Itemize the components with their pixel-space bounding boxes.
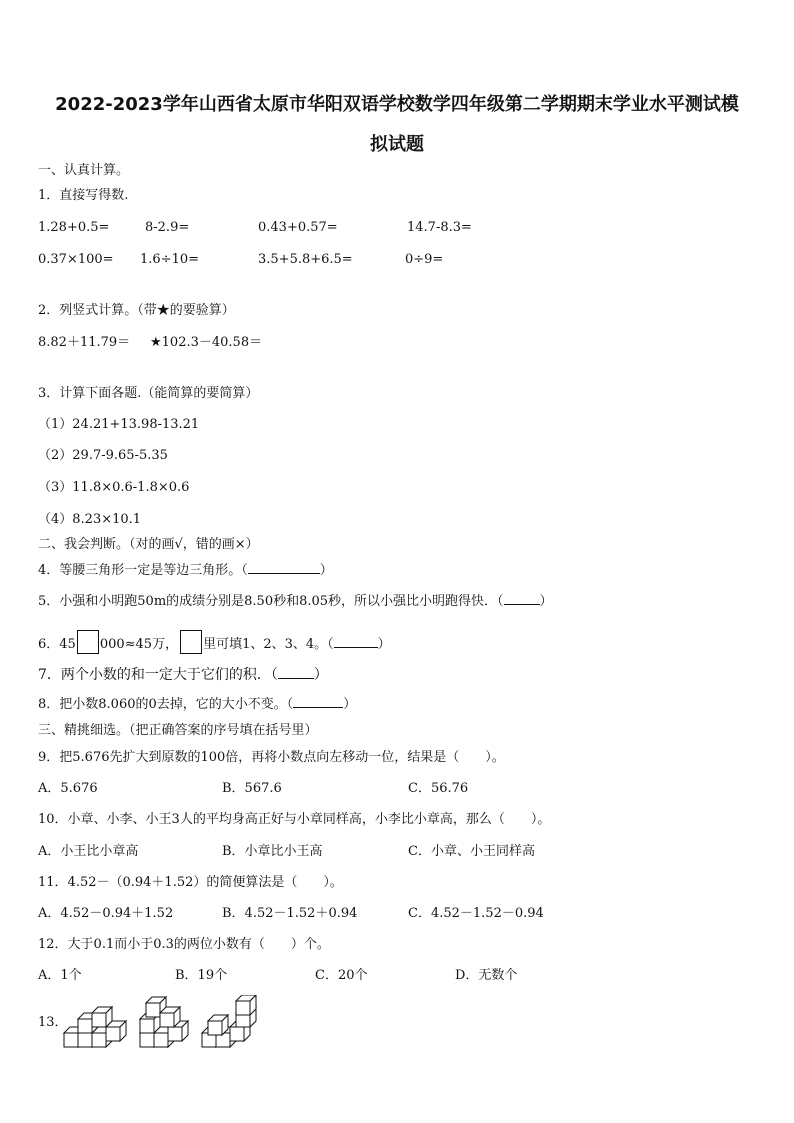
q8-text: 8．把小数8.060的0去掉，它的大小不变。（ <box>38 697 294 712</box>
section-1-heading: 一、认真计算。 <box>38 163 130 178</box>
q7-close: ） <box>313 667 328 683</box>
q5-close: ） <box>539 594 553 609</box>
q12-option-c[interactable]: C．20个 <box>315 968 368 983</box>
calc-r1-2: 8-2.9= <box>145 220 190 235</box>
question-7 <box>38 667 328 683</box>
q5-text: 5．小强和小明跑50m的成绩分别是8.50秒和8.05秒，所以小强比小明跑得快．（ <box>38 594 504 609</box>
q11-option-b[interactable]: B．4.52－1.52＋0.94 <box>222 906 358 921</box>
calc-r2-3: 3.5+5.8+6.5= <box>258 252 353 267</box>
q8-close: ） <box>343 697 357 712</box>
calc-r1-3: 0.43+0.57= <box>258 220 338 235</box>
q10-option-a[interactable]: A．小王比小章高 <box>38 844 139 859</box>
question-6 <box>38 630 391 654</box>
q3-item-4: （4）8.23×10.1 <box>38 512 142 527</box>
q3-item-2: （2）29.7-9.65-5.35 <box>38 448 168 463</box>
q6-text-a: 6．45 <box>38 637 76 652</box>
calc-r2-1: 0.37×100= <box>38 252 114 267</box>
q7-answer-blank[interactable] <box>278 678 314 679</box>
q6-box-2[interactable] <box>180 630 202 654</box>
q2-item-b: ★102.3－40.58＝ <box>150 335 263 350</box>
q4-close: ） <box>319 563 333 578</box>
calc-r1-1: 1.28+0.5= <box>38 220 110 235</box>
q6-box-1[interactable] <box>77 630 99 654</box>
question-3: 3．计算下面各题.（能简算的要简算） <box>38 386 259 401</box>
q3-item-3: （3）11.8×0.6-1.8×0.6 <box>38 480 190 495</box>
q6-text-c: 里可填1、2、3、4。（ <box>203 637 334 652</box>
question-5 <box>38 594 553 610</box>
question-2: 2．列竖式计算。（带★的要验算） <box>38 303 235 318</box>
q3-item-1: （1）24.21+13.98-13.21 <box>38 417 200 432</box>
q11-option-c[interactable]: C．4.52－1.52－0.94 <box>408 906 544 921</box>
q6-close: ） <box>377 637 391 652</box>
q8-answer-blank[interactable] <box>293 707 343 708</box>
q12-option-d[interactable]: D．无数个 <box>455 968 518 983</box>
question-13: 13． <box>38 1015 68 1030</box>
q10-option-c[interactable]: C．小章、小王同样高 <box>408 844 535 859</box>
cube-figure-3 <box>202 995 256 1047</box>
q6-text-b: 000≈45万， <box>99 637 179 652</box>
question-8 <box>38 697 356 713</box>
q12-option-b[interactable]: B．19个 <box>175 968 228 983</box>
q6-answer-blank[interactable] <box>334 647 378 648</box>
q13-cube-figures <box>60 995 270 1050</box>
calc-r2-2: 1.6÷10= <box>140 252 200 267</box>
q10-option-b[interactable]: B．小章比小王高 <box>222 844 323 859</box>
q12-option-a[interactable]: A．1个 <box>38 968 82 983</box>
q9-option-c[interactable]: C．56.76 <box>408 781 469 796</box>
question-10: 10．小章、小李、小王3人的平均身高正好与小章同样高，小李比小章高，那么（ ）。 <box>38 812 551 827</box>
calc-r2-4: 0÷9= <box>405 252 444 267</box>
question-12: 12．大于0.1而小于0.3的两位小数有（ ）个。 <box>38 937 330 952</box>
calc-r1-4: 14.7-8.3= <box>407 220 472 235</box>
q4-answer-blank[interactable] <box>248 573 320 574</box>
section-3-heading: 三、精挑细选。（把正确答案的序号填在括号里） <box>38 723 318 738</box>
title-line-2: 拟试题 <box>370 134 424 155</box>
question-1: 1．直接写得数. <box>38 188 129 203</box>
q11-option-a[interactable]: A．4.52－0.94＋1.52 <box>38 906 174 921</box>
q9-option-b[interactable]: B．567.6 <box>222 781 282 796</box>
q5-answer-blank[interactable] <box>504 604 540 605</box>
question-4 <box>38 563 333 579</box>
q4-text: 4．等腰三角形一定是等边三角形。（ <box>38 563 248 578</box>
q7-text: 7．两个小数的和一定大于它们的积．（ <box>38 667 278 683</box>
cube-figure-2 <box>140 997 188 1047</box>
section-2-heading: 二、我会判断。（对的画√，错的画×） <box>38 537 259 552</box>
title-line-1: 2022-2023学年山西省太原市华阳双语学校数学四年级第二学期期末学业水平测试模 <box>55 94 739 115</box>
question-11: 11．4.52－（0.94＋1.52）的简便算法是（ ）。 <box>38 875 343 890</box>
q9-option-a[interactable]: A．5.676 <box>38 781 98 796</box>
cube-figure-1 <box>64 1007 126 1047</box>
q2-item-a: 8.82＋11.79＝ <box>38 335 131 350</box>
question-9: 9．把5.676先扩大到原数的100倍，再将小数点向左移动一位，结果是（ ）。 <box>38 750 505 765</box>
